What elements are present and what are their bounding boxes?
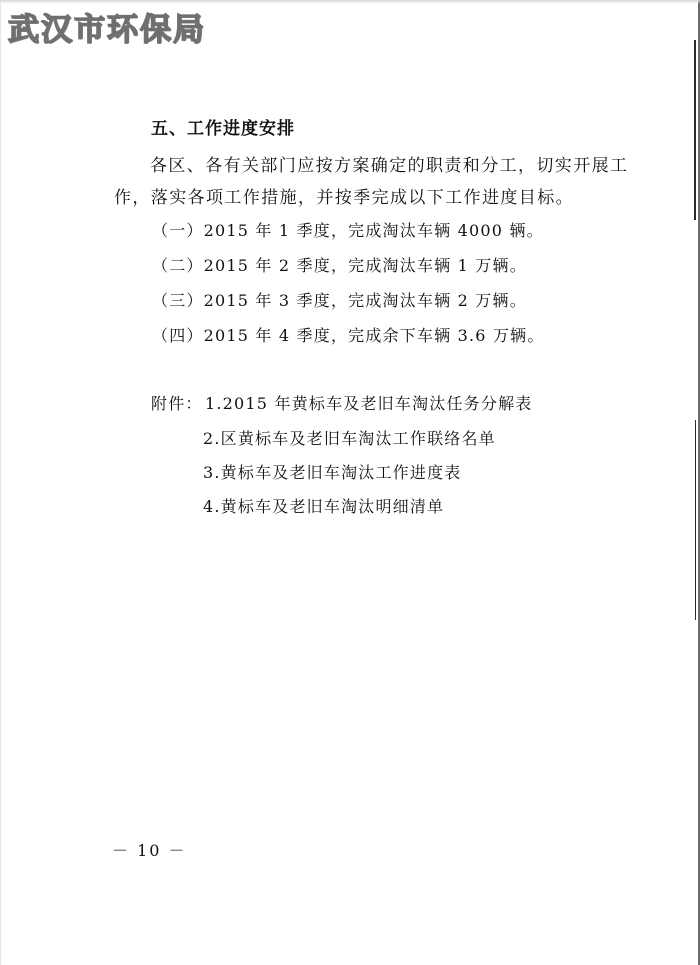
attachment-item-2: 2.区黄标车及老旧车淘汰工作联络名单 [203,429,496,448]
schedule-item-q2: （二）2015 年 2 季度，完成淘汰车辆 1 万辆。 [152,256,527,275]
scan-edge-line [695,420,696,620]
watermark-stamp: 武汉市环保局 [8,12,206,48]
paragraph-line-2: 作，落实各项工作措施，并按季完成以下工作进度目标。 [114,188,574,208]
attachment-item-3: 3.黄标车及老旧车淘汰工作进度表 [203,463,462,482]
attachments-label: 附件： [151,394,203,413]
page-number: － 10 － [112,841,187,860]
paragraph-line-1: 各区、各有关部门应按方案确定的职责和分工，切实开展工 [150,156,629,176]
schedule-item-q3: （三）2015 年 3 季度，完成淘汰车辆 2 万辆。 [152,291,527,310]
scan-edge-line [694,40,696,220]
schedule-item-q1: （一）2015 年 1 季度，完成淘汰车辆 4000 辆。 [152,221,544,240]
attachment-item-4: 4.黄标车及老旧车淘汰明细清单 [203,497,445,516]
attachment-item-1: 1.2015 年黄标车及老旧车淘汰任务分解表 [205,394,533,413]
section-heading: 五、工作进度安排 [151,119,295,139]
schedule-item-q4: （四）2015 年 4 季度，完成余下车辆 3.6 万辆。 [152,326,545,345]
